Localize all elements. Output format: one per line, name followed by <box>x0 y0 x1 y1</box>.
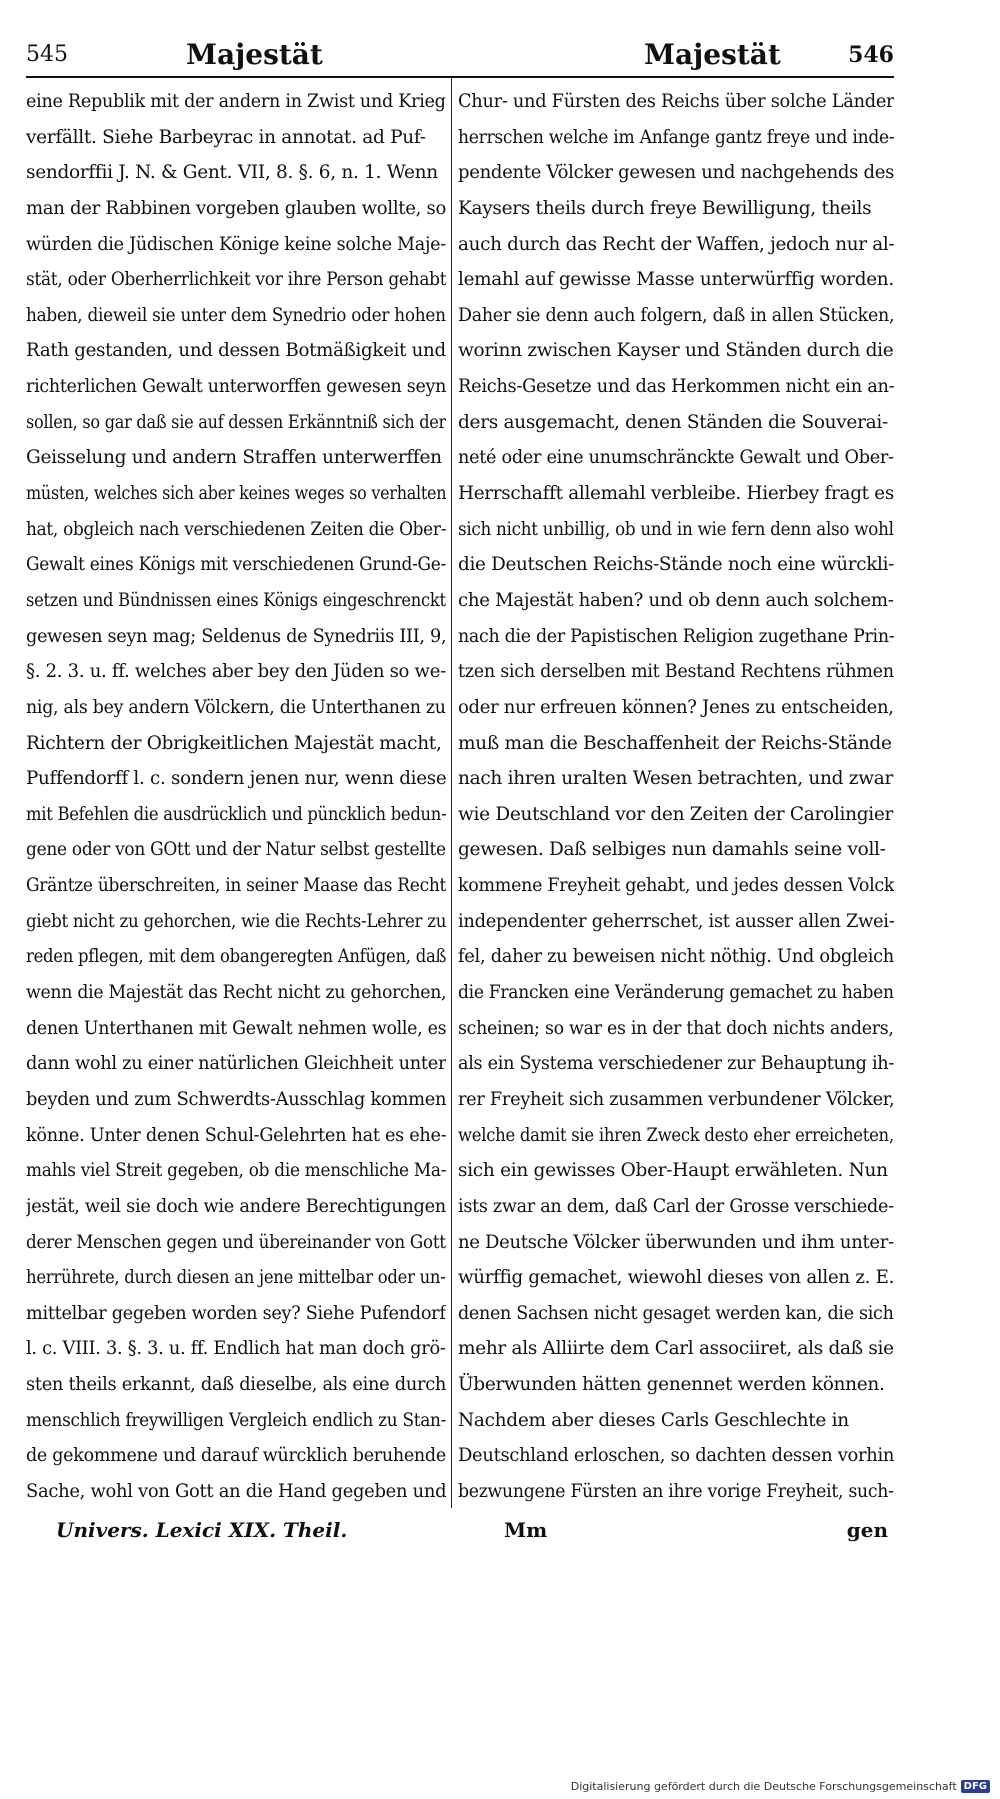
credit-text: Digitalisierung gefördert durch die Deutsche Forschungsgemeinschaft <box>570 1780 957 1793</box>
right-column-line: auch durch das Recht der Waffen, jedoch nur al- <box>458 233 894 255</box>
right-column-line: tzen sich derselben mit Bestand Rechtens rühmen <box>458 661 894 683</box>
left-column-line: gewesen seyn mag; Seldenus de Synedriis III, 9, <box>26 625 446 647</box>
left-column-line: Geisselung und andern Straffen unterwerffen <box>26 447 442 469</box>
left-column-line: sollen, so gar daß sie auf dessen Erkänntniß sich der <box>26 411 446 433</box>
left-column-line: richterlichen Gewalt unterworffen gewesen seyn <box>26 376 446 398</box>
left-column-line: müsten, welches sich aber keines weges so verhalten <box>26 483 446 505</box>
right-column-line: neté oder eine unumschränckte Gewalt und Ober- <box>458 447 894 469</box>
left-column-line: Puffendorff l. c. sondern jenen nur, wenn diese <box>26 768 446 790</box>
left-column-line: jestät, weil sie doch wie andere Berechtigungen <box>26 1195 446 1217</box>
right-column-line: scheinen; so war es in der that doch nichts anders, <box>458 1017 894 1039</box>
left-column-line: hat, obgleich nach verschiedenen Zeiten die Ober- <box>26 518 446 540</box>
right-column-line: oder nur erfreuen können? Jenes zu entscheiden, <box>458 696 894 718</box>
left-column-line: wenn die Majestät das Recht nicht zu gehorchen, <box>26 982 446 1004</box>
right-column-line: als ein Systema verschiedener zur Behauptung ih- <box>458 1053 894 1075</box>
left-column-line: könne. Unter denen Schul-Gelehrten hat es ehe- <box>26 1124 446 1146</box>
right-column-line: bezwungene Fürsten an ihre vorige Freyheit, such- <box>458 1480 894 1502</box>
right-column-line: lemahl auf gewisse Masse unterwürffig worden. <box>458 269 894 291</box>
left-column-line: denen Unterthanen mit Gewalt nehmen wolle, es <box>26 1017 446 1039</box>
column-divider <box>451 78 452 1508</box>
right-column-line: sich ein gewisses Ober-Haupt erwähleten. Nun <box>458 1160 888 1182</box>
page-number-left: 545 <box>26 42 68 67</box>
right-column-line: independenter geherrschet, ist ausser allen Zwei- <box>458 910 894 932</box>
right-column-line: wie Deutschland vor den Zeiten der Carolingier <box>458 803 894 825</box>
left-column-line: Rath gestanden, und dessen Botmäßigkeit und <box>26 340 446 362</box>
left-column-line: Richtern der Obrigkeitlichen Majestät macht, <box>26 732 442 754</box>
page-number-right: 546 <box>848 42 894 68</box>
left-column-line: mit Befehlen die ausdrücklich und püncklich bedun- <box>26 803 446 825</box>
left-column-line: man der Rabbinen vorgeben glauben wollte, so <box>26 197 446 219</box>
right-column-line: die Francken eine Veränderung gemachet zu haben <box>458 982 894 1004</box>
footer-catchword: gen <box>846 1518 888 1542</box>
left-column-line: setzen und Bündnissen eines Königs eingeschrenckt <box>26 589 446 611</box>
left-column-line: herrührete, durch diesen an jene mittelbar oder un- <box>26 1267 446 1289</box>
right-column-line: Chur- und Fürsten des Reichs über solche Länder <box>458 91 894 112</box>
right-column-line: Kaysers theils durch freye Bewilligung, theils <box>458 197 872 219</box>
right-column-line: herrschen welche im Anfange gantz freye und inde- <box>458 126 894 148</box>
right-column-line: mehr als Alliirte dem Carl associiret, als daß sie <box>458 1338 894 1360</box>
right-column-line: die Deutschen Reichs-Stände noch eine würckli- <box>458 554 894 576</box>
left-column-line: Gräntze überschreiten, in seiner Maase das Recht <box>26 875 446 897</box>
left-column <box>26 84 446 1510</box>
right-column-line: che Majestät haben? und ob denn auch solchem- <box>458 589 894 611</box>
right-column-line: Herrschafft allemahl verbleibe. Hierbey fragt es <box>458 483 894 505</box>
header-rule <box>26 76 894 78</box>
page-footer <box>26 1512 894 1552</box>
page-header <box>26 34 894 74</box>
right-column-line: denen Sachsen nicht gesaget werden kan, die sich <box>458 1302 894 1324</box>
right-column-line: ders ausgemacht, denen Ständen die Souverai- <box>458 411 888 433</box>
left-column-line: giebt nicht zu gehorchen, wie die Rechts-Lehrer zu <box>26 910 446 932</box>
left-column-line: beyden und zum Schwerdts-Ausschlag kommen <box>26 1088 446 1110</box>
right-column-line: nach ihren uralten Wesen betrachten, und zwar <box>458 768 894 790</box>
left-column-line: dann wohl zu einer natürlichen Gleichheit unter <box>26 1053 446 1075</box>
running-head-right: Majestät <box>644 38 781 71</box>
left-column-line: menschlich freywilligen Vergleich endlich zu Stan- <box>26 1409 446 1431</box>
left-column-line: sendorffii J. N. & Gent. VII, 8. §. 6, n. 1. Wenn <box>26 162 438 184</box>
left-column-line: derer Menschen gegen und übereinander von Gott <box>26 1231 446 1253</box>
right-column-line: Überwunden hätten genennet werden können. <box>458 1374 885 1396</box>
right-column-line: ne Deutsche Völcker überwunden und ihm unter- <box>458 1231 894 1253</box>
left-column-line: stät, oder Oberherrlichkeit vor ihre Person gehabt <box>26 269 446 291</box>
footer-signature: Mm <box>504 1518 548 1542</box>
right-column-line: rer Freyheit sich zusammen verbundener Völcker, <box>458 1088 894 1110</box>
dfg-logo: DFG <box>961 1780 990 1793</box>
left-column-line: würden die Jüdischen Könige keine solche Maje- <box>26 233 446 255</box>
right-column-line: ists zwar an dem, daß Carl der Grosse verschiede- <box>458 1195 894 1217</box>
left-column-line: verfällt. Siehe Barbeyrac in annotat. ad Puf- <box>26 126 426 148</box>
left-column-line: gene oder von GOtt und der Natur selbst gestellte <box>26 839 446 861</box>
right-column-line: muß man die Beschaffenheit der Reichs-Stände <box>458 732 892 754</box>
left-column-line: nig, als bey andern Völckern, die Unterthanen zu <box>26 696 446 718</box>
right-column <box>458 84 894 1510</box>
left-column-line: de gekommene und darauf würcklich beruhende <box>26 1445 446 1467</box>
right-column-line: würffig gemachet, wiewohl dieses von allen z. E. <box>458 1267 894 1289</box>
left-column-line: mittelbar gegeben worden sey? Siehe Pufendorf <box>26 1302 446 1324</box>
left-column-line: eine Republik mit der andern in Zwist und Krieg <box>26 91 446 112</box>
footer-volume: Univers. Lexici XIX. Theil. <box>56 1518 348 1542</box>
left-column-line: haben, dieweil sie unter dem Synedrio oder hohen <box>26 304 446 326</box>
right-column-line: Reichs-Gesetze und das Herkommen nicht ein an- <box>458 376 894 398</box>
running-head-left: Majestät <box>186 38 323 71</box>
right-column-line: sich nicht unbillig, ob und in wie fern denn also wohl <box>458 518 894 540</box>
right-column-line: kommene Freyheit gehabt, und jedes dessen Volck <box>458 875 894 897</box>
left-column-line: sten theils erkannt, daß dieselbe, als eine durch <box>26 1374 446 1396</box>
right-column-line: pendente Völcker gewesen und nachgehends des <box>458 162 894 184</box>
right-column-line: worinn zwischen Kayser und Ständen durch die <box>458 340 894 362</box>
right-column-line: Daher sie denn auch folgern, daß in allen Stücken, <box>458 304 894 326</box>
right-column-line: Deutschland erloschen, so dachten dessen vorhin <box>458 1445 894 1467</box>
left-column-line: reden pflegen, mit dem obangeregten Anfügen, daß <box>26 946 446 968</box>
right-column-line: nach die der Papistischen Religion zugethane Prin- <box>458 625 894 647</box>
right-column-line: gewesen. Daß selbiges nun damahls seine voll- <box>458 839 886 861</box>
right-column-line: Nachdem aber dieses Carls Geschlechte in <box>458 1409 849 1431</box>
left-column-line: Gewalt eines Königs mit verschiedenen Grund-Ge- <box>26 554 446 576</box>
left-column-line: §. 2. 3. u. ff. welches aber bey den Jüden so we- <box>26 661 446 683</box>
left-column-line: Sache, wohl von Gott an die Hand gegeben und <box>26 1480 446 1502</box>
digitization-credit <box>571 1780 990 1793</box>
left-column-line: l. c. VIII. 3. §. 3. u. ff. Endlich hat man doch grö- <box>26 1338 446 1360</box>
right-column-line: fel, daher zu beweisen nicht nöthig. Und obgleich <box>458 946 894 968</box>
right-column-line: welche damit sie ihren Zweck desto eher erreicheten, <box>458 1124 894 1146</box>
left-column-line: mahls viel Streit gegeben, ob die menschliche Ma- <box>26 1160 446 1182</box>
